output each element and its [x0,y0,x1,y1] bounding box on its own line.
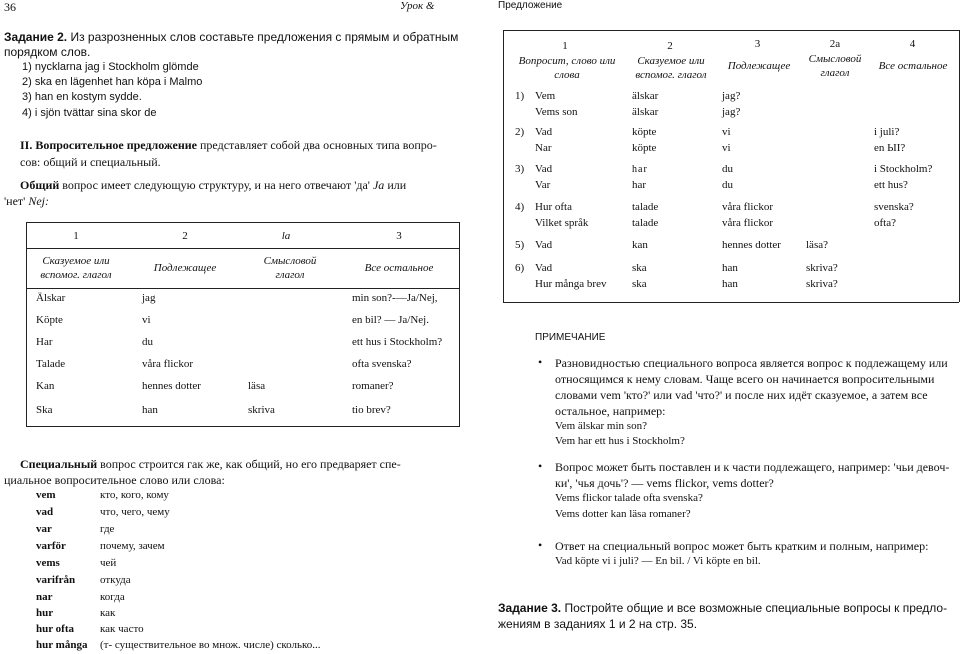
cell-rest: en bil? — Ja/Nej. [352,314,429,326]
cell-predicate: talade [632,201,659,213]
cell-predicate: Ska [36,404,53,416]
cell-predicate: köpte [632,126,657,138]
general-line2 [4,194,49,209]
cell-predicate: har [632,179,647,191]
cell-subject: våra flickor [722,217,773,229]
note-line: остальное, например: [555,404,666,418]
task2-text-line2: порядком слов. [4,45,91,59]
general-line1 [20,178,406,193]
question-word: nar [36,591,53,603]
cell-rest: svenska? [874,201,914,213]
bullet-icon: • [538,538,543,552]
cell-rest: romaner? [352,380,394,392]
cell-question-word: Hur många brev [535,278,607,290]
cell-main-verb: skriva? [806,278,838,290]
example-sentence: Vem älskar min son? [555,420,647,432]
section-heading: Вопросительное предложение [35,138,197,152]
cell-rest: tio brev? [352,404,391,416]
left-header-rest: Все остальное [364,262,434,274]
group-number: 5) [515,239,525,251]
task2-item: 1) nycklarna jag i Stockholm glömde [22,61,199,73]
task3-text: Постройте общие и все возможные специальные вопросы к предло- [564,601,948,615]
group-number: 2) [515,126,525,138]
left-col-number: 1 [73,230,79,242]
question-word: hur ofta [36,623,74,635]
page-number: 36 [4,0,16,14]
note-title: ПРИМЕЧАНИЕ [535,332,606,343]
cell-question-word: Vem [535,90,556,102]
special-line1 [20,457,401,472]
right-header-subject: Подлежащее [727,60,791,72]
general-nej: Nej: [28,194,49,208]
cell-predicate: Älskar [36,292,66,304]
question-word-translation: (т- существительное во множ. числе) сколько... [100,639,321,651]
cell-question-word: Hur ofta [535,201,572,213]
right-col-number: 4 [909,38,916,50]
cell-rest: ett hus i Stockholm? [352,336,443,348]
cell-rest: ett hus? [874,179,908,191]
right-col-number: 3 [754,38,761,50]
cell-question-word: Vems son [535,106,578,118]
section-numeral: II. [20,138,33,152]
question-word: vems [36,557,60,569]
left-col-number: 2 [182,230,188,242]
cell-question-word: Vad [535,262,553,274]
example-sentence: Vems flickor talade ofta svenska? [555,492,703,504]
cell-predicate: talade [632,217,659,229]
question-word: varifrån [36,574,76,586]
question-word: vem [36,489,56,501]
cell-predicate: älskar [632,90,659,102]
left-header-predicate: Сказуемое или вспомог. глагол [40,255,112,281]
section2-line1 [20,138,437,153]
group-number: 4) [515,201,525,213]
right-col-number: 2а [829,38,841,50]
cell-subject: du [722,163,733,175]
right-header-rest: Все остальное [878,60,948,72]
cell-rest: i Stockholm? [874,163,933,175]
special-term: Специальный [20,457,98,471]
cell-subject: vi [722,126,731,138]
note-line: Вопрос может быть поставлен и к части подлежащего, например: 'чьи девоч- [555,460,950,474]
special-line2: циальное вопросительное слово или слова: [4,473,225,487]
right-header-question-word: Вопросит, слово или слова [518,55,616,81]
cell-predicate: ska [632,262,647,274]
note-line: Ответ на специальный вопрос может быть кратким и полным, например: [555,539,929,553]
example-sentence: Vem har ett hus i Stockholm? [555,435,685,447]
cell-main-verb: skriva? [806,262,838,274]
note-line: Разновидностью специального вопроса является вопрос к подлежащему или [555,356,948,370]
question-word: varför [36,540,66,552]
right-col-number: 1 [562,40,568,52]
cell-subject: hennes dotter [722,239,781,251]
note-line: словами vem 'кто?' или vad 'что?' и после них идёт сказуемое, а затем все [555,388,928,402]
cell-question-word: Nar [535,142,552,154]
right-header-predicate: Сказуемое или вспомог. глагол [635,55,707,81]
question-word: hur [36,607,54,619]
cell-predicate: kan [632,239,648,251]
cell-main-verb: skriva [248,404,275,416]
cell-main-verb: läsa [248,380,266,392]
cell-rest: i juli? [874,126,900,138]
special-text: вопрос строится гак же, как общий, но его предваряет спе- [100,457,401,471]
cell-predicate: Talade [36,358,66,370]
left-col-number: la [281,230,291,242]
cell-subject: du [722,179,733,191]
cell-predicate: har [632,164,648,175]
question-word-translation: откуда [100,574,131,586]
cell-rest: en ЫI? [874,142,906,154]
group-number: 6) [515,262,525,274]
task2-item: 2) ska en lägenhet han köpa i Malmo [22,76,203,88]
task2-line1 [4,30,458,44]
cell-subject: våra flickor [722,201,773,213]
group-number: 3) [515,163,525,175]
cell-question-word: Var [535,179,551,191]
task2-item: 3) han en kostym sydde. [22,91,142,103]
cell-subject: vi [722,142,731,154]
question-word-translation: кто, кого, кому [100,489,169,501]
cell-main-verb: läsa? [806,239,828,251]
running-header-section: Предложение [498,0,563,11]
question-word-translation: как [100,607,116,619]
question-word-translation: где [100,523,115,535]
left-col-number: 3 [396,230,402,242]
task3-line1 [498,601,947,615]
cell-rest: min son?-—Ja/Nej, [352,292,438,304]
cell-subject: jag? [722,90,741,102]
example-sentence: Vems dotter kan läsa romaner? [555,508,691,520]
general-text: вопрос имеет следующую структуру, и на него отвечают 'да' [62,178,370,192]
task2-item: 4) i sjön tvättar sina skor de [22,107,157,119]
bullet-icon: • [538,459,543,473]
group-number: 1) [515,90,525,102]
task2-text: Из разрозненных слов составьте предложения с прямым и обратным [70,30,459,44]
question-word-translation: чей [100,557,117,569]
question-word-translation: как часто [100,623,144,635]
question-word-translation: когда [100,591,125,603]
task3-line2: жениям в заданиях 1 и 2 на стр. 35. [498,617,698,631]
general-ili: или [387,178,407,192]
question-word: var [36,523,52,535]
question-word-translation: что, чего, чему [100,506,170,518]
cell-predicate: Har [36,336,53,348]
note-line: относящимся к нему словам. Чаще всего он начинается вопросительными [555,372,935,386]
cell-predicate: älskar [632,106,659,118]
cell-subject: han [142,404,158,416]
cell-predicate: köpte [632,142,657,154]
question-word: hur många [36,639,88,651]
cell-question-word: Vad [535,163,553,175]
cell-rest: ofta? [874,217,896,229]
question-word: vad [36,506,54,518]
task3-title: Задание 3. [498,601,562,615]
cell-question-word: Vad [535,239,553,251]
cell-predicate: Kan [36,380,55,392]
cell-question-word: Vad [535,126,553,138]
left-header-main-verb: Смысловой глагол [263,255,317,281]
right-header-main-verb: Смысловой глагол [808,53,862,79]
note-line: ки', 'чья дочь'? — vems flickor, vems dotter? [555,476,774,490]
cell-predicate: ska [632,278,647,290]
section2-line2: сов: общий и специальный. [20,155,161,169]
cell-subject: han [722,262,738,274]
cell-subject: hennes dotter [142,380,201,392]
question-word-translation: почему, зачем [100,540,165,552]
section2-text: представляет собой два основных типа вопро- [200,138,437,152]
general-ja: Ja [372,178,385,192]
cell-subject: våra flickor [142,358,193,370]
cell-rest: ofta svenska? [352,358,412,370]
bullet-icon: • [538,355,543,369]
cell-subject: han [722,278,738,290]
cell-subject: vi [142,314,151,326]
general-term: Общий [20,178,60,192]
cell-predicate: Köpte [36,314,63,326]
cell-subject: du [142,336,153,348]
running-header-lesson: Урок & [400,0,435,12]
right-col-number: 2 [667,40,673,52]
cell-subject: jag [142,292,156,304]
task2-title: Задание 2. [4,30,68,44]
general-net: 'нет' [4,194,26,208]
cell-subject: jag? [722,106,741,118]
example-sentence: Vad köpte vi i juli? — En bil. / Vi köpte en bil. [555,555,761,567]
cell-question-word: Vilket språk [535,217,589,229]
left-header-subject: Подлежащее [153,262,217,274]
